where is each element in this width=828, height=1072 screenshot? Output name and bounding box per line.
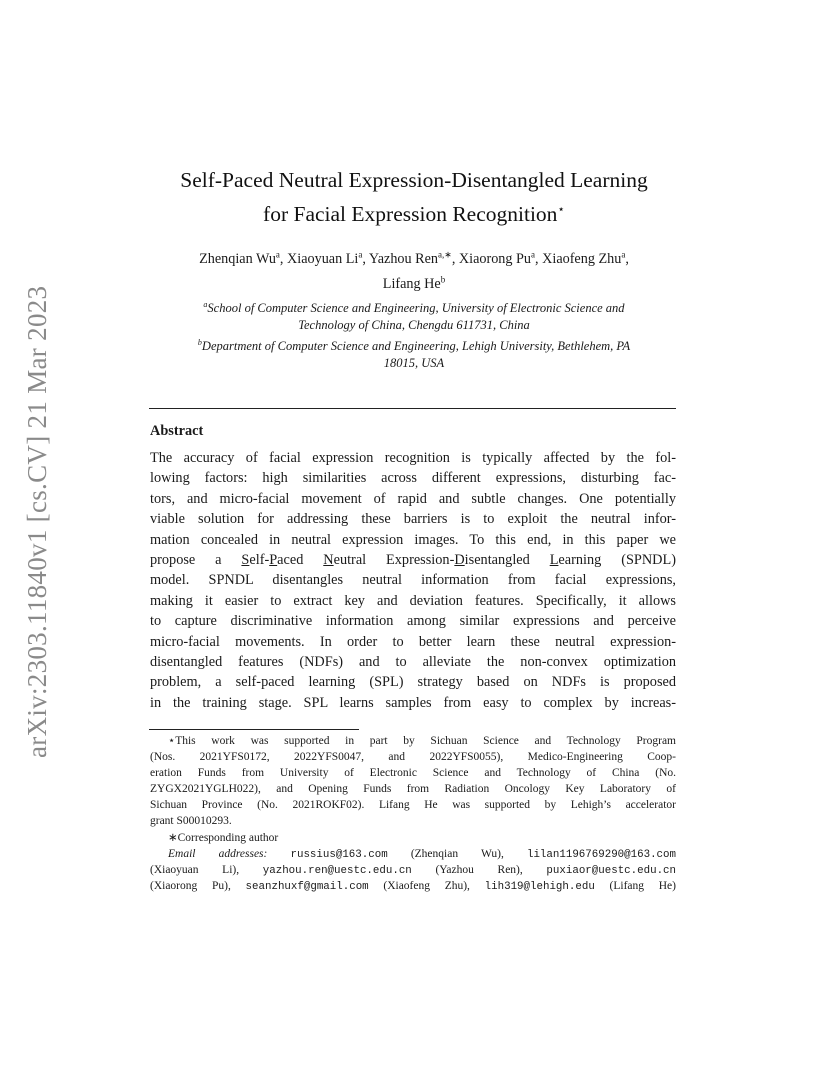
title-line-2: for Facial Expression Recognition⋆ [263, 202, 565, 227]
email-link[interactable]: seanzhuxf@gmail.com [245, 880, 369, 893]
title-line-1: Self-Paced Neutral Expression-Disentangled Learning [180, 168, 648, 192]
abstract-line: lowing factors: high similarities across different expressions, disturbing fac- [150, 470, 676, 487]
abstract-line: micro-facial movements. In order to better learn these neutral expression- [150, 633, 676, 650]
email-link[interactable]: puxiaor@uestc.edu.cn [546, 864, 677, 877]
funding-footnote-line: ZYGX2021YGLH022), and Opening Funds from Radiation Oncology Key Laboratory of [150, 783, 676, 796]
abstract-line: problem, a self-paced learning (SPL) strategy based on NDFs is proposed [150, 674, 676, 691]
author: Lifang He$^b$ [382, 274, 446, 293]
abstract-line-spndl: propose a Self-Paced Neutral Expression-Disentangled Learning (SPNDL) [150, 551, 676, 568]
affiliation-a: $^a$School of Computer Science and Engineering, University of Electronic Science and [203, 300, 625, 316]
corresponding-author-note: ∗Corresponding author [168, 831, 279, 844]
author: Zhenqian Wu$^a$, [199, 249, 288, 267]
header-divider [149, 408, 676, 409]
affiliation-a-cont: Technology of China, Chengdu 611731, China [298, 318, 530, 333]
email-link[interactable]: lih319@lehigh.edu [484, 880, 595, 893]
title-footnote-mark: ⋆ [557, 202, 565, 216]
footnotes [150, 733, 676, 894]
author: Yazhou Ren$^{a,∗}$, [368, 249, 459, 267]
affiliation-b: $^b$Department of Computer Science and Engineering, Lehigh University, Bethlehem, PA [197, 338, 631, 354]
abstract-line: tors, and micro-facial movement of rapid and subtle changes. One potentially [150, 490, 676, 507]
abstract-line: model. SPNDL disentangles neutral information from facial expressions, [150, 572, 676, 589]
abstract-line: to capture discriminative information among similar expressions and perceive [150, 613, 676, 630]
funding-footnote-line: (Nos. 2021YFS0172, 2022YFS0047, and 2022YFS0055), Medico-Engineering Coop- [150, 751, 676, 764]
funding-footnote-line: Sichuan Province (No. 2021ROKF02). Lifang He was supported by Lehigh’s accelerator [150, 799, 676, 812]
abstract-line: in the training stage. SPL learns samples from easy to complex by increas- [150, 694, 676, 711]
abstract-line: making it easier to extract key and deviation features. Specifically, it allows [150, 592, 676, 609]
email-line: (Xiaorong Pu), seanzhuxf@gmail.com (Xiaofeng Zhu), lih319@lehigh.edu (Lifang He) [150, 879, 676, 893]
email-link[interactable]: russius@163.com [290, 848, 388, 861]
abstract-line: The accuracy of facial expression recognition is typically affected by the fol- [150, 450, 676, 466]
footnote-divider [149, 729, 359, 730]
funding-footnote-line: ⋆This work was supported in part by Sichuan Science and Technology Program [168, 735, 676, 747]
abstract-body [150, 448, 676, 713]
affiliation-b-cont: 18015, USA [383, 356, 445, 371]
funding-footnote-line: eration Funds from University of Electronic Science and Technology of China (No. [150, 767, 676, 780]
author: Xiaorong Pu$^a$, [458, 249, 543, 267]
abstract-line: disentangled features (NDFs) and to alleviate the non-convex optimization [150, 653, 676, 670]
affiliations [130, 296, 698, 372]
author-list [120, 244, 708, 295]
paper-title [120, 166, 708, 229]
abstract-line: mation concealed in neutral expression images. To this end, in this paper we [150, 531, 676, 548]
email-link[interactable]: lilan1196769290@163.com [526, 848, 676, 861]
email-line: (Xiaoyuan Li), yazhou.ren@uestc.edu.cn (Yazhou Ren), puxiaor@uestc.edu.cn [150, 863, 677, 877]
arxiv-side-stamp: arXiv:2303.11840v1 [cs.CV] 21 Mar 2023 [22, 285, 52, 758]
author: Xiaoyuan Li$^a$, [287, 249, 369, 267]
abstract-heading: Abstract [150, 423, 204, 439]
email-link[interactable]: yazhou.ren@uestc.edu.cn [262, 864, 412, 877]
funding-footnote-line: grant S00010293. [150, 815, 232, 828]
author: Xiaofeng Zhu$^a$, [542, 249, 629, 267]
abstract-line: viable solution for addressing these barriers is to exploit the neutral infor- [150, 511, 676, 528]
email-line: Email addresses: russius@163.com (Zhenqian Wu), lilan1196769290@163.com [168, 847, 676, 861]
